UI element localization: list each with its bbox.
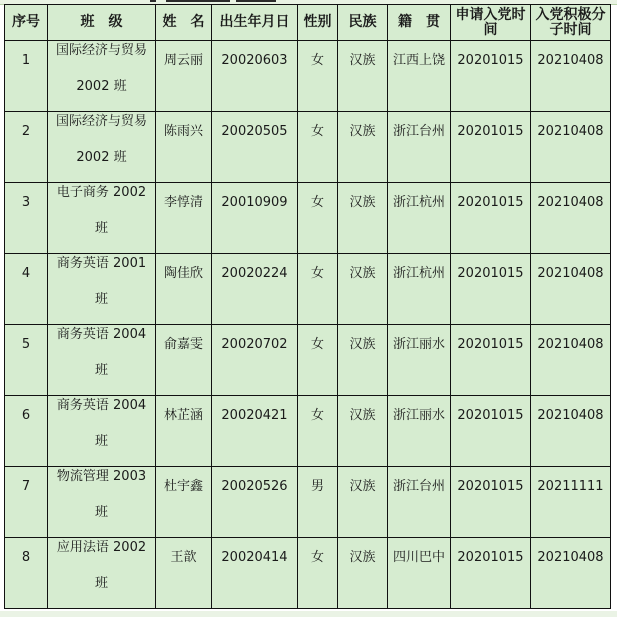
row-name	[156, 396, 212, 467]
row-activist-date	[531, 41, 611, 112]
row-apply-date	[451, 112, 531, 183]
row-name	[156, 41, 212, 112]
row-apply-date-text: 20201015	[457, 266, 524, 281]
row-ethnicity	[338, 41, 388, 112]
row-birthdate-text: 20020421	[221, 408, 288, 423]
row-sex	[298, 254, 338, 325]
row-ethnicity-text: 汉族	[349, 479, 376, 494]
row-sex	[298, 112, 338, 183]
row-ethnicity	[338, 254, 388, 325]
row-ethnicity-text: 汉族	[349, 337, 376, 352]
row-apply-date-text: 20201015	[457, 124, 524, 139]
row-index-text: 4	[21, 266, 31, 281]
row-apply-date-text: 20201015	[457, 337, 524, 352]
header-sex: 性别	[298, 5, 338, 41]
row-index	[5, 538, 48, 609]
row-class-text: 商务英语 2004班	[56, 398, 147, 449]
row-ethnicity-text: 汉族	[349, 266, 376, 281]
row-origin	[388, 467, 451, 538]
table-row	[5, 396, 611, 467]
row-activist-date	[531, 112, 611, 183]
row-class	[48, 396, 156, 467]
row-origin-text: 浙江台州	[392, 479, 445, 494]
row-sex	[298, 325, 338, 396]
row-index-text: 5	[21, 337, 31, 352]
row-ethnicity-text: 汉族	[349, 550, 376, 565]
row-birthdate	[212, 325, 298, 396]
row-activist-date	[531, 538, 611, 609]
row-origin	[388, 538, 451, 609]
row-activist-date-text: 20210408	[537, 124, 604, 139]
row-ethnicity	[338, 467, 388, 538]
row-activist-date-text: 20210408	[537, 195, 604, 210]
row-index	[5, 41, 48, 112]
row-class	[48, 467, 156, 538]
row-ethnicity	[338, 396, 388, 467]
row-birthdate	[212, 183, 298, 254]
header-ethnicity: 民族	[338, 5, 388, 41]
row-apply-date	[451, 467, 531, 538]
row-birthdate-text: 20020603	[221, 53, 288, 68]
row-ethnicity-text: 汉族	[349, 195, 376, 210]
row-origin	[388, 112, 451, 183]
row-birthdate-text: 20020505	[221, 124, 288, 139]
row-class	[48, 254, 156, 325]
row-name	[156, 183, 212, 254]
row-origin	[388, 325, 451, 396]
row-name	[156, 467, 212, 538]
row-class	[48, 538, 156, 609]
row-sex	[298, 467, 338, 538]
row-birthdate-text: 20020224	[221, 266, 288, 281]
row-name-text: 陈雨兴	[163, 124, 203, 139]
row-name-text: 林芷涵	[163, 408, 203, 423]
row-name	[156, 538, 212, 609]
header-activist-date: 入党积极分子时间	[531, 5, 611, 41]
table-row	[5, 112, 611, 183]
row-sex-text: 女	[310, 195, 324, 210]
row-class-text: 电子商务 2002班	[56, 185, 147, 236]
row-ethnicity	[338, 183, 388, 254]
row-class-text: 商务英语 2001班	[56, 256, 147, 307]
table-row	[5, 538, 611, 609]
row-name-text: 周云丽	[163, 53, 203, 68]
row-activist-date-text: 20210408	[537, 53, 604, 68]
row-sex	[298, 183, 338, 254]
row-sex-text: 女	[310, 550, 324, 565]
row-apply-date-text: 20201015	[457, 408, 524, 423]
row-apply-date-text: 20201015	[457, 195, 524, 210]
row-apply-date	[451, 41, 531, 112]
row-name	[156, 112, 212, 183]
row-birthdate-text: 20020526	[221, 479, 288, 494]
row-index-text: 2	[21, 124, 31, 139]
row-origin-text: 四川巴中	[392, 550, 445, 565]
row-activist-date-text: 20210408	[537, 337, 604, 352]
row-activist-date	[531, 325, 611, 396]
member-roster-table	[4, 4, 611, 609]
row-sex-text: 女	[310, 266, 324, 281]
row-index-text: 7	[21, 479, 31, 494]
row-class-text: 应用法语 2002班	[56, 540, 147, 591]
row-ethnicity	[338, 538, 388, 609]
header-name: 姓 名	[156, 5, 212, 41]
row-origin	[388, 41, 451, 112]
row-activist-date-text: 20210408	[537, 266, 604, 281]
row-birthdate	[212, 112, 298, 183]
row-apply-date	[451, 325, 531, 396]
row-origin-text: 江西上饶	[392, 53, 445, 68]
row-origin	[388, 396, 451, 467]
row-sex-text: 女	[310, 53, 324, 68]
row-class-text: 国际经济与贸易2002 班	[55, 43, 147, 94]
row-birthdate	[212, 254, 298, 325]
header-index: 序号	[5, 5, 48, 41]
row-class	[48, 112, 156, 183]
row-index	[5, 325, 48, 396]
row-index-text: 3	[21, 195, 31, 210]
row-apply-date	[451, 396, 531, 467]
row-birthdate	[212, 396, 298, 467]
row-origin-text: 浙江台州	[392, 124, 445, 139]
row-index	[5, 254, 48, 325]
row-name-text: 杜宇鑫	[163, 479, 203, 494]
row-class	[48, 41, 156, 112]
row-class-text: 物流管理 2003班	[56, 469, 147, 520]
row-class	[48, 183, 156, 254]
row-sex	[298, 538, 338, 609]
row-activist-date	[531, 396, 611, 467]
row-origin-text: 浙江丽水	[392, 337, 445, 352]
row-class-text: 商务英语 2004班	[56, 327, 147, 378]
row-activist-date	[531, 254, 611, 325]
header-class: 班 级	[48, 5, 156, 41]
table-row	[5, 183, 611, 254]
row-origin	[388, 254, 451, 325]
row-birthdate	[212, 538, 298, 609]
row-activist-date-text: 20211111	[537, 479, 604, 494]
row-sex-text: 女	[310, 337, 324, 352]
row-birthdate-text: 20010909	[221, 195, 288, 210]
row-name-text: 俞嘉雯	[163, 337, 203, 352]
row-birthdate	[212, 41, 298, 112]
row-index	[5, 396, 48, 467]
row-birthdate-text: 20020702	[221, 337, 288, 352]
table-row	[5, 254, 611, 325]
row-apply-date-text: 20201015	[457, 550, 524, 565]
row-ethnicity-text: 汉族	[349, 124, 376, 139]
row-apply-date-text: 20201015	[457, 53, 524, 68]
row-name-text: 陶佳欣	[163, 266, 203, 281]
row-name-text: 王歆	[170, 550, 197, 565]
row-birthdate-text: 20020414	[221, 550, 288, 565]
row-origin	[388, 183, 451, 254]
table-row	[5, 325, 611, 396]
header-origin: 籍 贯	[388, 5, 451, 41]
row-birthdate	[212, 467, 298, 538]
row-origin-text: 浙江杭州	[392, 195, 445, 210]
row-ethnicity-text: 汉族	[349, 408, 376, 423]
table-row	[5, 41, 611, 112]
row-activist-date-text: 20210408	[537, 408, 604, 423]
row-index-text: 8	[21, 550, 31, 565]
row-name	[156, 254, 212, 325]
bottom-edge	[0, 611, 617, 617]
row-apply-date	[451, 538, 531, 609]
row-index-text: 6	[21, 408, 31, 423]
row-class-text: 国际经济与贸易2002 班	[55, 114, 147, 165]
row-activist-date	[531, 467, 611, 538]
row-sex-text: 女	[310, 124, 324, 139]
row-apply-date	[451, 183, 531, 254]
row-origin-text: 浙江杭州	[392, 266, 445, 281]
row-sex-text: 男	[310, 479, 324, 494]
row-index	[5, 467, 48, 538]
row-class	[48, 325, 156, 396]
row-sex	[298, 41, 338, 112]
header-birthdate: 出生年月日	[212, 5, 298, 41]
row-origin-text: 浙江丽水	[392, 408, 445, 423]
row-index-text: 1	[21, 53, 31, 68]
row-ethnicity-text: 汉族	[349, 53, 376, 68]
row-activist-date-text: 20210408	[537, 550, 604, 565]
row-apply-date-text: 20201015	[457, 479, 524, 494]
row-index	[5, 183, 48, 254]
header-apply-date: 申请入党时间	[451, 5, 531, 41]
row-name-text: 李惇清	[163, 195, 203, 210]
row-activist-date	[531, 183, 611, 254]
row-sex-text: 女	[310, 408, 324, 423]
row-apply-date	[451, 254, 531, 325]
row-index	[5, 112, 48, 183]
row-ethnicity	[338, 325, 388, 396]
row-name	[156, 325, 212, 396]
row-sex	[298, 396, 338, 467]
table-row	[5, 467, 611, 538]
header-row	[5, 5, 611, 41]
row-ethnicity	[338, 112, 388, 183]
